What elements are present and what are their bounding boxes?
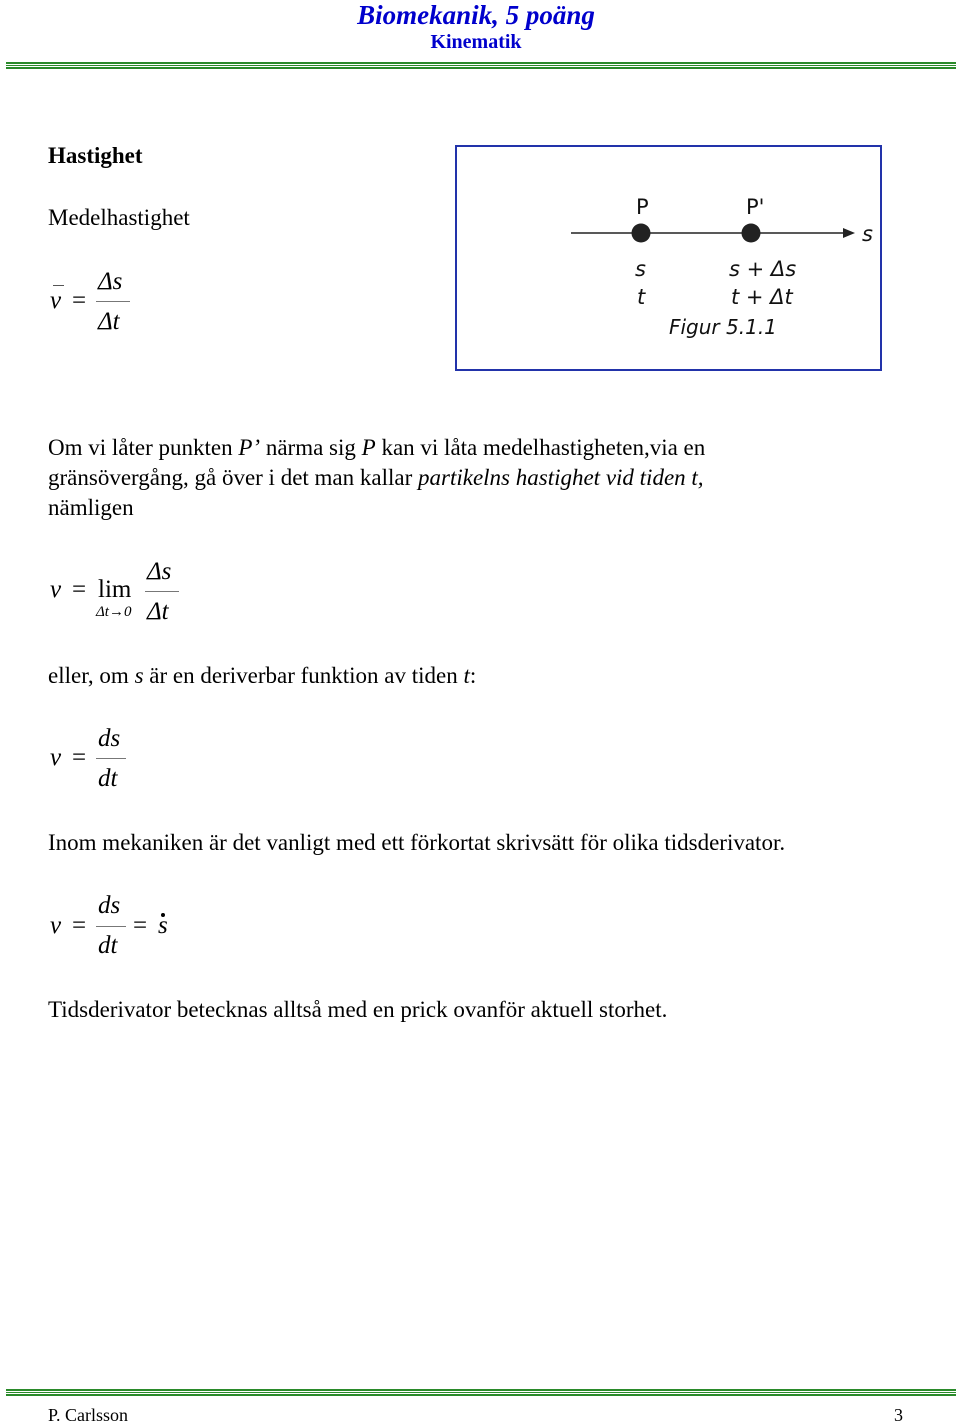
formula-eq: = (72, 912, 87, 939)
paragraph-line (48, 463, 928, 493)
formula-lhs: v (50, 912, 62, 939)
fraction-line (145, 591, 179, 592)
paragraph-derivative-condition (48, 661, 476, 691)
formula-lhs: v (50, 744, 62, 771)
figure-caption: Figur 5.1.1 (669, 315, 777, 339)
formula-lhs: v (50, 576, 62, 603)
s-dot-symbol: s (158, 912, 168, 939)
footer-author: P. Carlsson (48, 1405, 129, 1425)
overbar (53, 285, 64, 286)
s-plus-ds-label: s + Δs (729, 257, 797, 281)
text-run: gränsövergång, gå över i det man kallar (48, 465, 418, 490)
text-run-italic: t (463, 663, 470, 688)
formula-eq: = (72, 744, 87, 771)
text-run: : (469, 663, 477, 688)
formula-denominator: Δt (147, 598, 169, 625)
formula-denominator: Δt (98, 308, 120, 335)
formula-numerator: ds (98, 892, 121, 919)
limit-subscript: Δt→0 (96, 604, 132, 620)
t-label: t (637, 285, 646, 309)
formula-numerator: Δs (147, 558, 172, 585)
formula-numerator: Δs (98, 268, 123, 295)
section-heading: Hastighet (48, 143, 143, 168)
fraction-line (96, 301, 130, 302)
footer-rule (6, 1389, 956, 1396)
formula-eq: = (72, 576, 87, 603)
paragraph-line (48, 433, 928, 463)
text-run-italic: s (134, 663, 144, 688)
fraction-line (96, 758, 126, 759)
t-plus-dt-label: t + Δt (731, 285, 793, 309)
text-run: kan vi låta medelhastigheten,via en (375, 435, 706, 460)
limit-operator: lim (98, 576, 132, 603)
s-label: s (635, 257, 646, 281)
formula-denominator: dt (98, 765, 118, 792)
document-title: Biomekanik, 5 poäng (357, 0, 595, 30)
section-subheading: Medelhastighet (48, 205, 190, 230)
point-p-label: P (636, 195, 649, 219)
figure-box (455, 145, 882, 371)
text-run-italic: partikelns hastighet vid tiden t, (418, 465, 704, 490)
axis-label: s (862, 222, 873, 246)
formula-lhs: v (50, 287, 62, 314)
text-run: eller, om (48, 663, 135, 688)
text-run: Om vi låter punkten (48, 435, 239, 460)
paragraph-dot-explanation: Tidsderivator betecknas alltså med en prick ovanför aktuell storhet. (48, 997, 668, 1022)
paragraph-notation: Inom mekaniken är det vanligt med ett förkortat skrivsätt för olika tidsderivator. (48, 830, 786, 855)
text-run-italic: P (361, 435, 376, 460)
formula-eq: = (72, 287, 87, 314)
paragraph-intro (48, 433, 928, 523)
formula-denominator: dt (98, 932, 118, 959)
text-run: är en deriverbar funktion av tiden (143, 663, 464, 688)
point-p-prime-label: P' (746, 195, 765, 219)
formula-eq-second: = (133, 912, 148, 939)
formula-numerator: ds (98, 725, 121, 752)
text-run-italic: P’ (238, 435, 261, 460)
paragraph-line: nämligen (48, 495, 134, 520)
text-run: närma sig (260, 435, 362, 460)
header-rule (6, 62, 956, 69)
page-number: 3 (894, 1405, 903, 1425)
fraction-line (96, 926, 126, 927)
document-subtitle: Kinematik (430, 31, 522, 53)
